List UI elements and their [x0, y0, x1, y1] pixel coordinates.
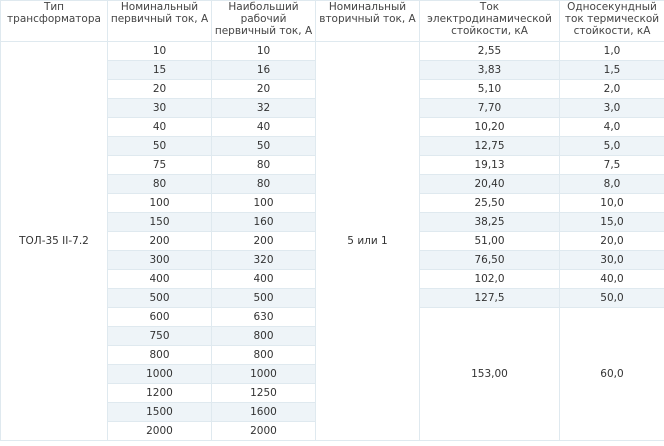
header-type: Тип трансформатора — [1, 1, 108, 42]
header-nominal-primary: Номинальный первичный ток, А — [108, 1, 212, 42]
thermal-current-cell: 3,0 — [560, 99, 664, 118]
max-current-cell: 20 — [212, 80, 316, 99]
thermal-current-merged-cell: 60,0 — [560, 308, 664, 441]
thermal-current-cell: 30,0 — [560, 251, 664, 270]
header-row — [1, 1, 664, 42]
max-current-cell: 2000 — [212, 422, 316, 441]
dynamic-current-cell: 25,50 — [420, 194, 560, 213]
max-current-cell: 400 — [212, 270, 316, 289]
max-current-cell: 16 — [212, 61, 316, 80]
header-thermal: Односекундный ток термической стойкости, кА — [560, 1, 664, 42]
nominal-current-cell: 50 — [108, 137, 212, 156]
table-body — [1, 42, 664, 441]
dynamic-current-cell: 19,13 — [420, 156, 560, 175]
header-max-primary: Наибольший рабочий первичный ток, А — [212, 1, 316, 42]
table-row — [1, 42, 664, 61]
max-current-cell: 800 — [212, 327, 316, 346]
dynamic-current-merged-cell: 153,00 — [420, 308, 560, 441]
dynamic-current-cell: 10,20 — [420, 118, 560, 137]
max-current-cell: 1600 — [212, 403, 316, 422]
nominal-current-cell: 150 — [108, 213, 212, 232]
nominal-current-cell: 400 — [108, 270, 212, 289]
dynamic-current-cell: 2,55 — [420, 42, 560, 61]
transformer-type-cell: ТОЛ-35 II-7.2 — [1, 42, 108, 441]
thermal-current-cell: 20,0 — [560, 232, 664, 251]
thermal-current-cell: 10,0 — [560, 194, 664, 213]
max-current-cell: 320 — [212, 251, 316, 270]
nominal-current-cell: 100 — [108, 194, 212, 213]
nominal-current-cell: 2000 — [108, 422, 212, 441]
max-current-cell: 1000 — [212, 365, 316, 384]
nominal-current-cell: 1200 — [108, 384, 212, 403]
thermal-current-cell: 8,0 — [560, 175, 664, 194]
thermal-current-cell: 5,0 — [560, 137, 664, 156]
nominal-current-cell: 20 — [108, 80, 212, 99]
thermal-current-cell: 50,0 — [560, 289, 664, 308]
secondary-current-cell: 5 или 1 — [316, 42, 420, 441]
nominal-current-cell: 200 — [108, 232, 212, 251]
dynamic-current-cell: 76,50 — [420, 251, 560, 270]
max-current-cell: 10 — [212, 42, 316, 61]
nominal-current-cell: 1500 — [108, 403, 212, 422]
nominal-current-cell: 500 — [108, 289, 212, 308]
nominal-current-cell: 80 — [108, 175, 212, 194]
dynamic-current-cell: 51,00 — [420, 232, 560, 251]
thermal-current-cell: 15,0 — [560, 213, 664, 232]
nominal-current-cell: 800 — [108, 346, 212, 365]
dynamic-current-cell: 3,83 — [420, 61, 560, 80]
max-current-cell: 40 — [212, 118, 316, 137]
nominal-current-cell: 600 — [108, 308, 212, 327]
nominal-current-cell: 30 — [108, 99, 212, 118]
dynamic-current-cell: 7,70 — [420, 99, 560, 118]
thermal-current-cell: 4,0 — [560, 118, 664, 137]
dynamic-current-cell: 12,75 — [420, 137, 560, 156]
max-current-cell: 160 — [212, 213, 316, 232]
max-current-cell: 200 — [212, 232, 316, 251]
max-current-cell: 500 — [212, 289, 316, 308]
nominal-current-cell: 40 — [108, 118, 212, 137]
max-current-cell: 80 — [212, 175, 316, 194]
dynamic-current-cell: 102,0 — [420, 270, 560, 289]
thermal-current-cell: 2,0 — [560, 80, 664, 99]
max-current-cell: 100 — [212, 194, 316, 213]
max-current-cell: 50 — [212, 137, 316, 156]
header-dynamic: Ток электродинамической стойкости, кА — [420, 1, 560, 42]
nominal-current-cell: 300 — [108, 251, 212, 270]
thermal-current-cell: 1,0 — [560, 42, 664, 61]
max-current-cell: 1250 — [212, 384, 316, 403]
nominal-current-cell: 15 — [108, 61, 212, 80]
max-current-cell: 32 — [212, 99, 316, 118]
dynamic-current-cell: 38,25 — [420, 213, 560, 232]
nominal-current-cell: 75 — [108, 156, 212, 175]
nominal-current-cell: 10 — [108, 42, 212, 61]
max-current-cell: 80 — [212, 156, 316, 175]
thermal-current-cell: 7,5 — [560, 156, 664, 175]
thermal-current-cell: 1,5 — [560, 61, 664, 80]
dynamic-current-cell: 20,40 — [420, 175, 560, 194]
nominal-current-cell: 1000 — [108, 365, 212, 384]
dynamic-current-cell: 127,5 — [420, 289, 560, 308]
thermal-current-cell: 40,0 — [560, 270, 664, 289]
nominal-current-cell: 750 — [108, 327, 212, 346]
header-secondary: Номинальный вторичный ток, А — [316, 1, 420, 42]
max-current-cell: 630 — [212, 308, 316, 327]
max-current-cell: 800 — [212, 346, 316, 365]
dynamic-current-cell: 5,10 — [420, 80, 560, 99]
